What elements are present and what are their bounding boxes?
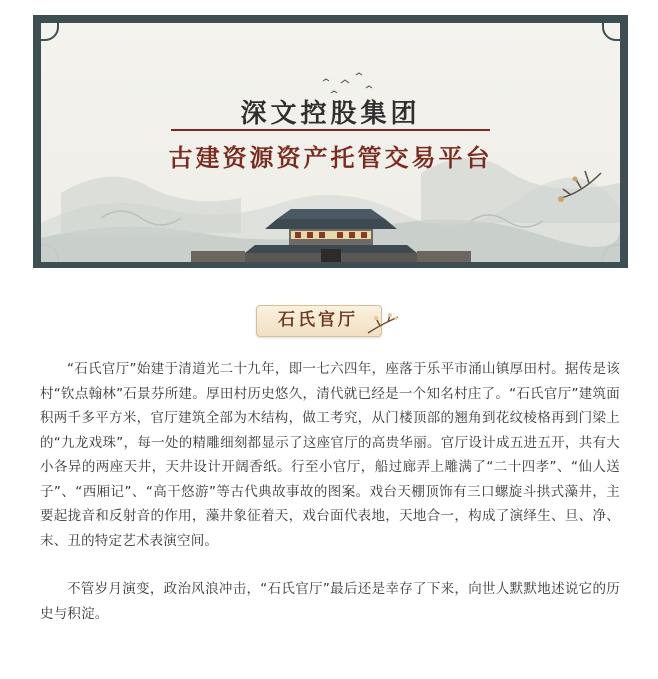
plum-branch-icon: [366, 311, 400, 337]
article-paragraph: 不管岁月演变，政治风浪冲击，“石氏官厅”最后还是幸存了下来，向世人默默地述说它的历史与积淀。: [40, 581, 620, 622]
article-paragraph: “石氏官厅”始建于清道光二十九年，即一七六四年，座落于乐平市涌山镇厚田村。据传是该村“钦点翰林”石景芬所建。厚田村历史悠久，清代就已经是一个知名村庄了。“石氏官厅”建筑面积两千多平方米，官厅建筑全部为木结构，做工考究，从门楼顶部的翘角到花纹棱格再到门梁上的“九龙戏珠”，每一处的精雕细刻都显示了这座官厅的高贵华丽。官厅设计成五进五开，共有大小各异的两座天井，天井设计开阔香纸。行至小官厅，船过廊弄上雕满了“二十四孝”、“仙人送子”、“西厢记”、“高干悠游”等古代典故事故的图案。戏台天棚顶饰有三口螺旋斗拱式藻井，主要起拢音和反射音的作用，藻井象征着天，戏台面代表地，天地合一，构成了演绎生、旦、净、末、丑的特定艺术表演空间。: [40, 361, 620, 549]
title-divider: [171, 129, 490, 131]
banner-title: 深文控股集团: [240, 99, 421, 129]
section-heading: [256, 305, 396, 337]
header-banner: [33, 15, 628, 268]
section-title: 石氏官厅: [278, 310, 358, 330]
banner-subtitle: 古建资源资产托管交易平台: [168, 143, 493, 172]
article-body: [40, 357, 620, 626]
banner-canvas: [41, 23, 620, 262]
